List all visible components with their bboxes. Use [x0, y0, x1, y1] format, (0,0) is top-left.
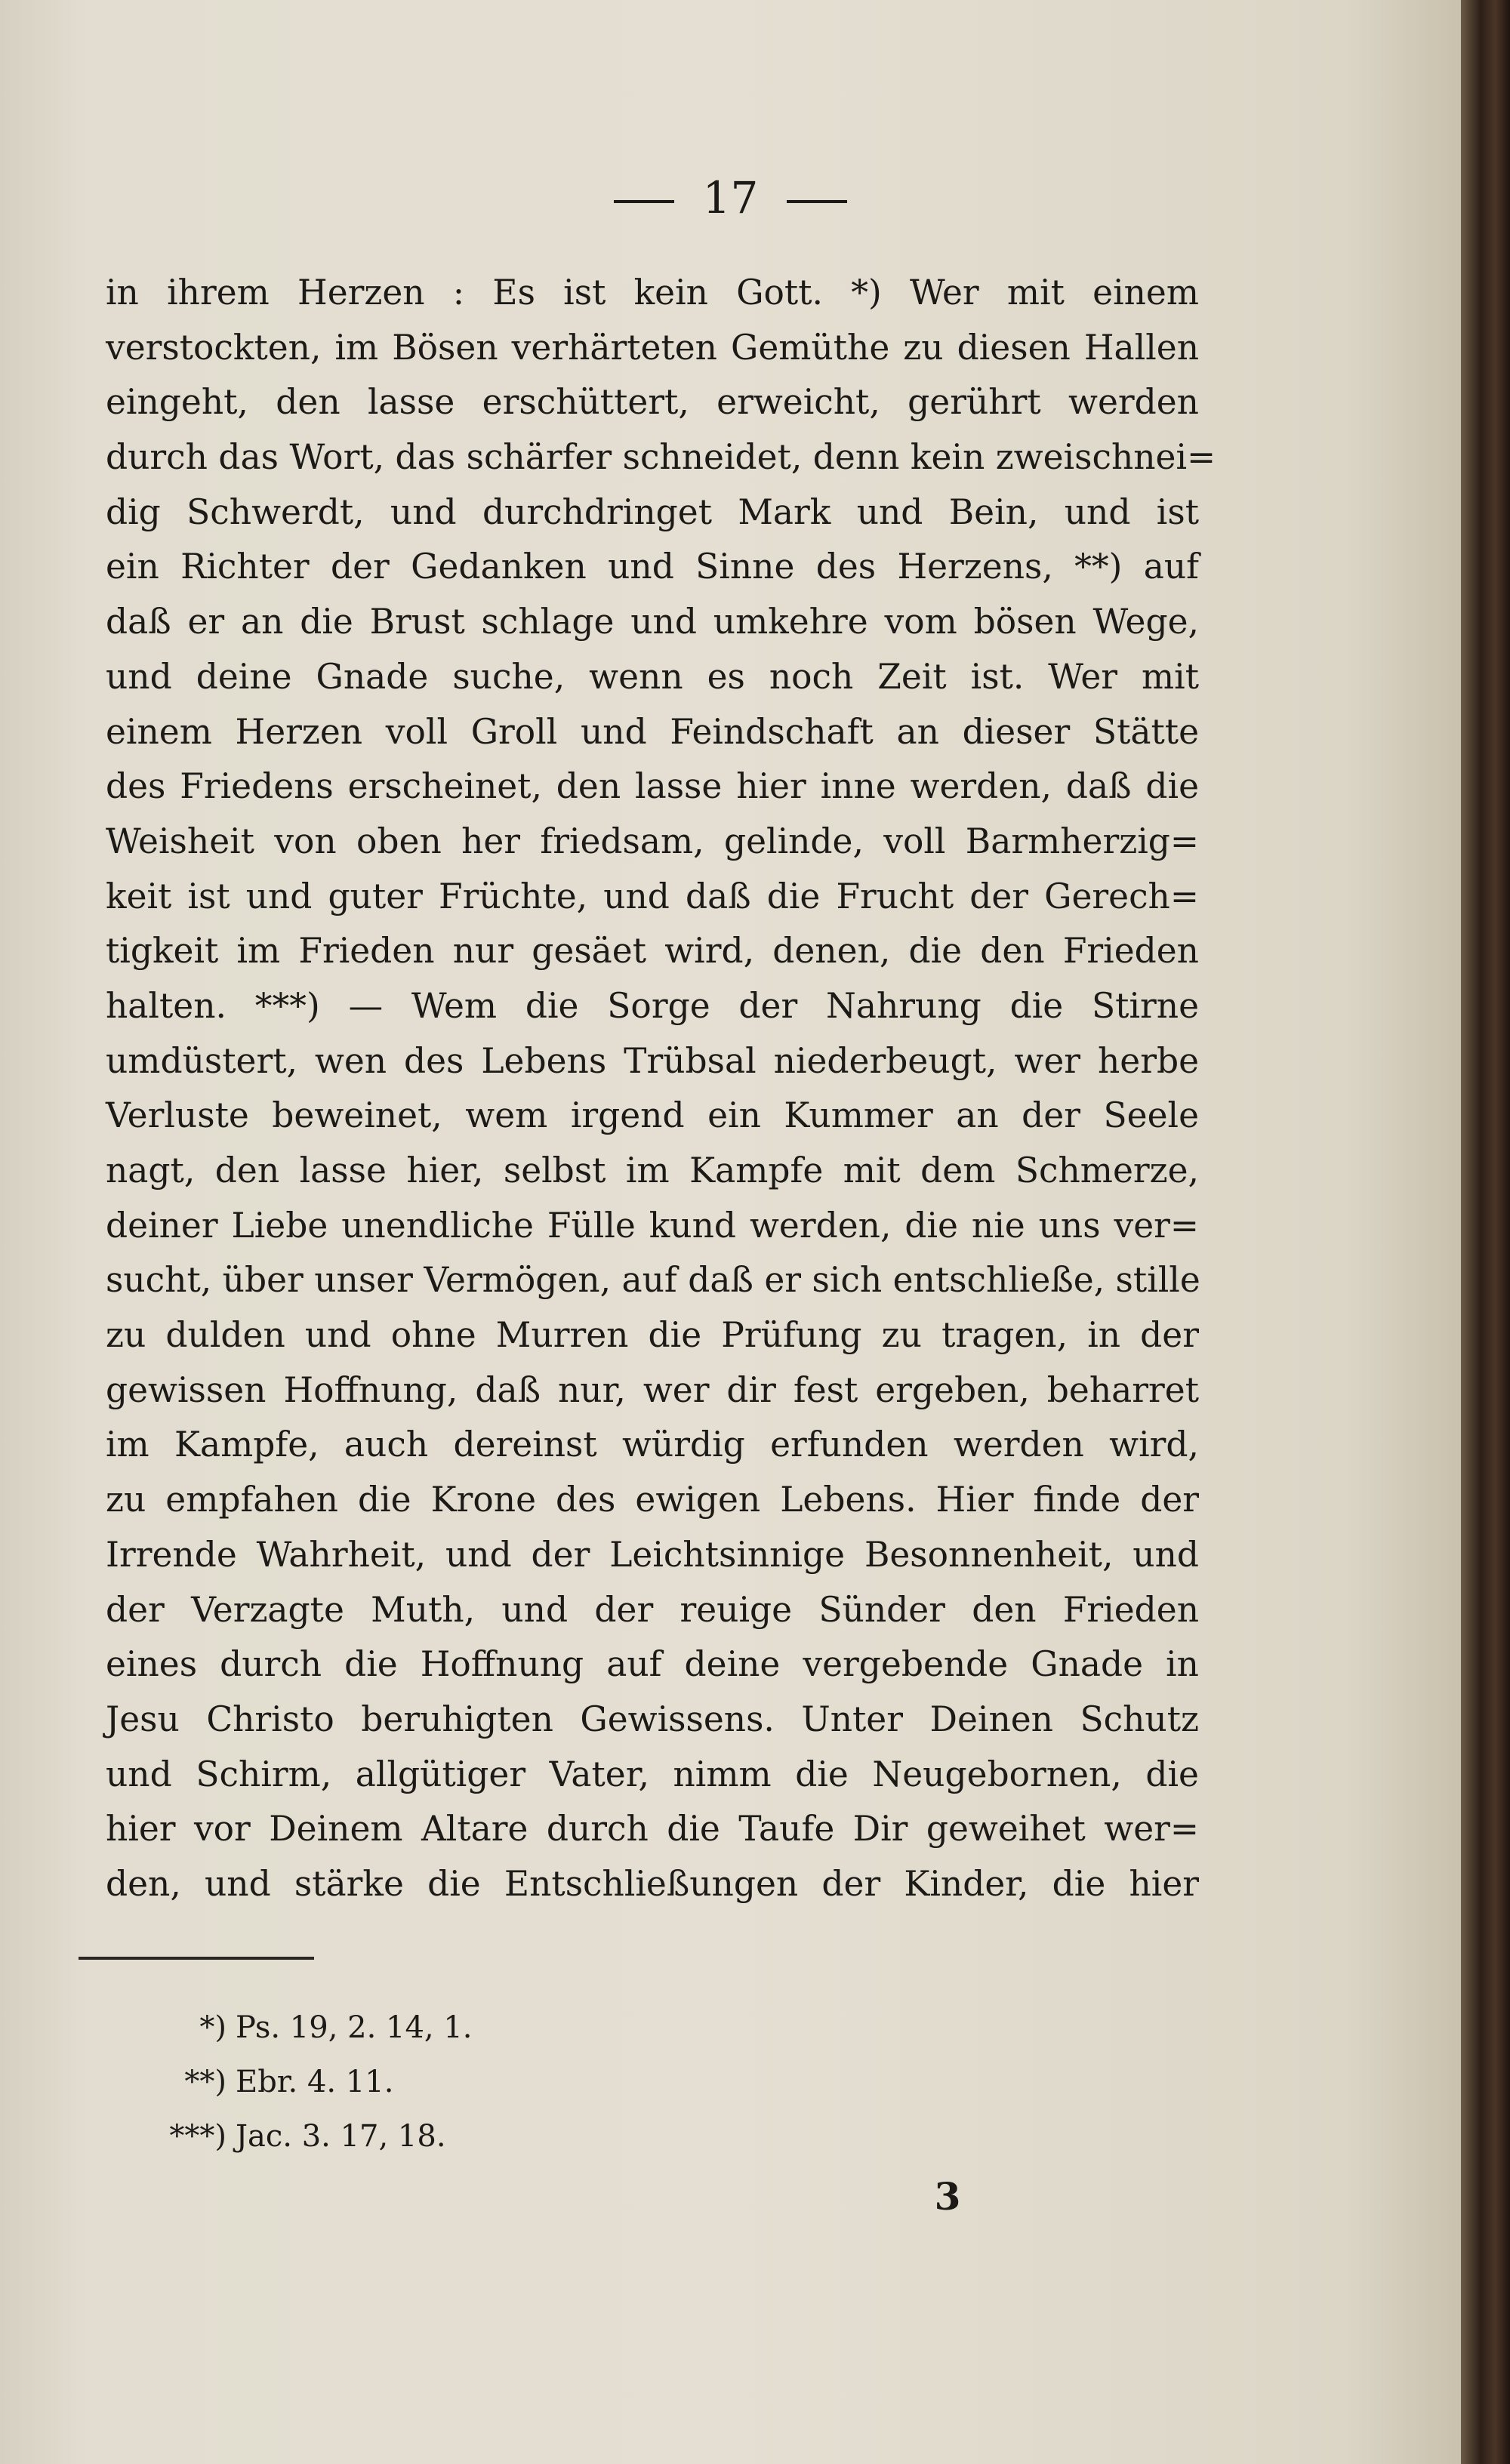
text-line: in ihrem Herzen : Es ist kein Gott. *) Wer mit einem	[106, 273, 1199, 313]
text-line: Verluste beweinet, wem irgend ein Kummer an der Seele	[106, 1095, 1199, 1136]
page-header	[0, 172, 1461, 223]
footnote	[113, 2109, 473, 2164]
text-line: einem Herzen voll Groll und Feindschaft an dieser Stätte	[106, 711, 1199, 752]
footnote-mark: **)	[184, 2065, 226, 2099]
footnotes	[113, 2000, 473, 2164]
footnote-text: Ebr. 4. 11.	[236, 2065, 394, 2099]
signature-mark: 3	[934, 2174, 961, 2219]
header-dash-right	[787, 200, 847, 203]
text-line: keit ist und guter Früchte, und daß die Frucht der Gerech=	[106, 876, 1199, 916]
footnote-mark: ***)	[169, 2119, 226, 2154]
footnote-text: Jac. 3. 17, 18.	[236, 2119, 446, 2154]
text-line: tigkeit im Frieden nur gesäet wird, denen, die den Frieden	[106, 931, 1199, 972]
text-line: deiner Liebe unendliche Fülle kund werden, die nie uns ver=	[106, 1205, 1199, 1246]
text-line: hier vor Deinem Altare durch die Taufe Dir geweihet wer=	[106, 1809, 1199, 1850]
text-line: Jesu Christo beruhigten Gewissens. Unter Deinen Schutz	[106, 1699, 1199, 1739]
text-line: des Friedens erscheinet, den lasse hier inne werden, daß die	[106, 766, 1199, 807]
text-line: eines durch die Hoffnung auf deine vergebende Gnade in	[106, 1644, 1199, 1685]
text-line: den, und stärke die Entschließungen der Kinder, die hier	[106, 1863, 1199, 1904]
footnote-text: Ps. 19, 2. 14, 1.	[236, 2010, 473, 2045]
text-line: und Schirm, allgütiger Vater, nimm die Neugebornen, die	[106, 1754, 1199, 1794]
footnote	[113, 2000, 473, 2055]
text-line: der Verzagte Muth, und der reuige Sünder den Frieden	[106, 1589, 1199, 1630]
text-line: zu empfahen die Krone des ewigen Lebens. Hier finde der	[106, 1480, 1199, 1520]
footnote	[113, 2055, 473, 2109]
text-line: umdüstert, wen des Lebens Trübsal niederbeugt, wer herbe	[106, 1040, 1199, 1081]
book-spine-edge	[1461, 0, 1510, 2464]
body-text	[106, 266, 1216, 1912]
text-line: nagt, den lasse hier, selbst im Kampfe mit dem Schmerze,	[106, 1150, 1199, 1190]
text-line: und deine Gnade suche, wenn es noch Zeit ist. Wer mit	[106, 656, 1199, 697]
text-line: eingeht, den lasse erschüttert, erweicht, gerührt werden	[106, 382, 1199, 423]
text-line: sucht, über unser Vermögen, auf daß er sich entschließe, stille	[106, 1260, 1200, 1301]
text-line: halten. ***) — Wem die Sorge der Nahrung die Stirne	[106, 985, 1199, 1026]
text-line: daß er an die Brust schlage und umkehre vom bösen Wege,	[106, 602, 1199, 642]
footnote-divider	[79, 1957, 314, 1960]
page-number: 17	[702, 172, 759, 223]
text-line: Weisheit von oben her friedsam, gelinde, voll Barmherzig=	[106, 821, 1199, 861]
header-dash-left	[614, 200, 674, 203]
text-line: verstockten, im Bösen verhärteten Gemüthe zu diesen Hallen	[106, 327, 1199, 368]
text-line: durch das Wort, das schärfer schneidet, denn kein zweischnei=	[106, 437, 1216, 478]
text-line: Irrende Wahrheit, und der Leichtsinnige Besonnenheit, und	[106, 1534, 1199, 1575]
text-line: dig Schwerdt, und durchdringet Mark und Bein, und ist	[106, 491, 1199, 532]
text-line: gewissen Hoffnung, daß nur, wer dir fest ergeben, beharret	[106, 1369, 1199, 1410]
text-line: ein Richter der Gedanken und Sinne des Herzens, **) auf	[106, 547, 1199, 587]
text-line: im Kampfe, auch dereinst würdig erfunden werden wird,	[106, 1424, 1199, 1465]
footnote-mark: *)	[199, 2010, 226, 2045]
text-line: zu dulden und ohne Murren die Prüfung zu tragen, in der	[106, 1315, 1199, 1356]
